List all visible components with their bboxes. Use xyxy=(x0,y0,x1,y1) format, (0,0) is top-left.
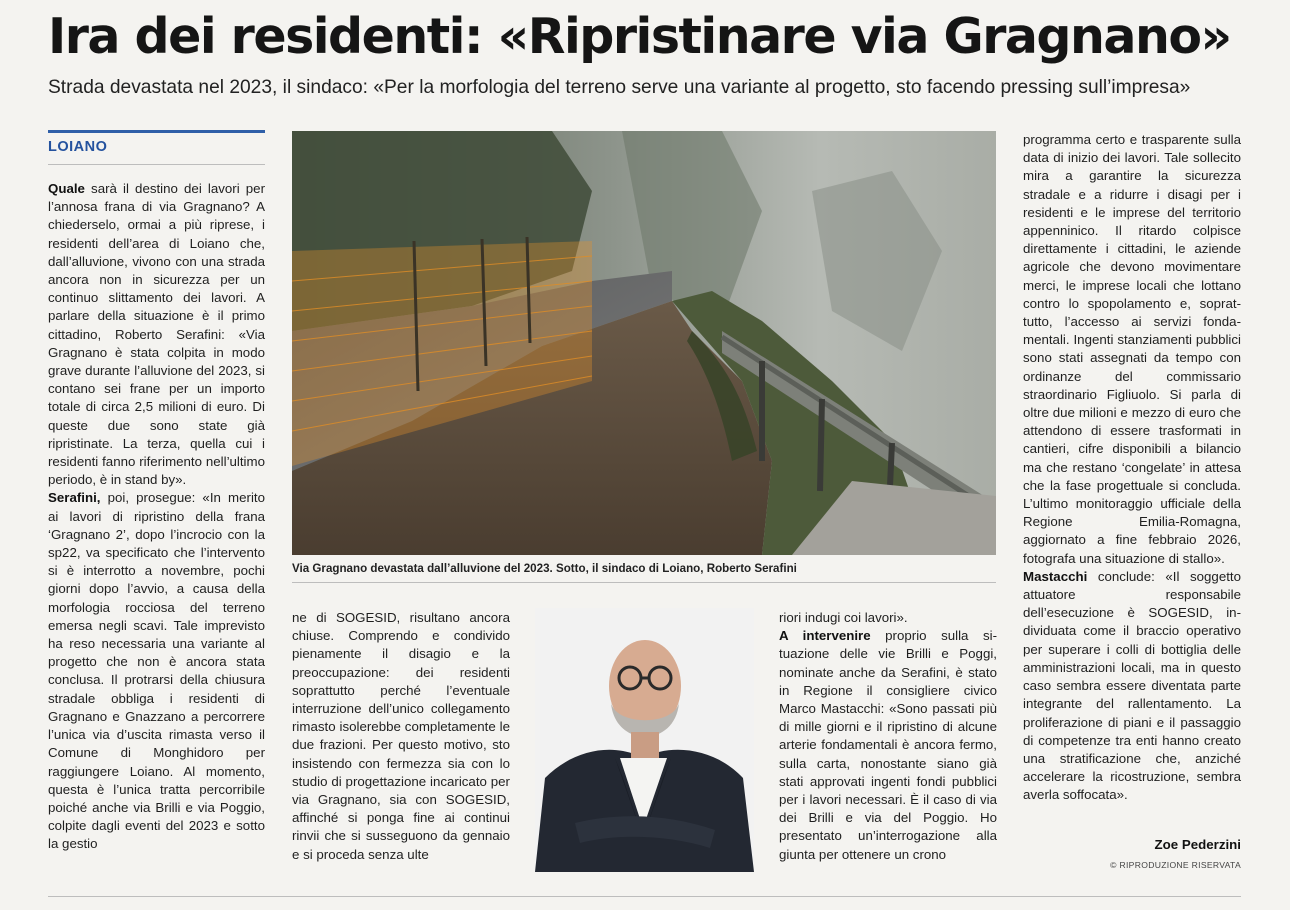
section-rule xyxy=(48,130,265,133)
lead-word: Serafini, xyxy=(48,490,101,506)
paragraph-text: programma certo e trasparente sulla data di inizio dei lavori. Tale sollecito mira a garantire la sicurezza stradale e a ridurre i disagi per i residenti e le imprese del territorio appenninico. Il ritardo colpisce direttamente i cittadini, le aziende agricole che devono movimentare merci, le imprese locali che lottano contro lo spopolamento e, soprattutto, l’accesso ai servizi fondamentali. Ingenti stanziamenti pubblici sono stati assegnati da tempo con ordinanze del commissario straordinario Figliuolo. Si parla di oltre due milioni e mezzo di euro che attendono di essere trasformati in cantieri, cifre disponibili a bilancio ma che restano ‘congelate’ in attesa che la fase progettuale si concluda. L’ultimo monitoraggio ufficiale della Regione Emilia-Romagna, aggiornato a fine febbraio 2026, fotografa una situazione di stallo». xyxy=(1023,132,1241,566)
paragraph xyxy=(48,180,265,489)
bottom-rule xyxy=(48,896,1241,897)
article-column-4 xyxy=(1023,131,1241,805)
copyright-notice: © RIPRODUZIONE RISERVATA xyxy=(1110,860,1241,870)
paragraph-text: riori indugi coi lavori». xyxy=(779,610,908,625)
photo-caption: Via Gragnano devastata dall’alluvione del 2023. Sotto, il sindaco di Loiano, Roberto Serafini xyxy=(292,562,797,575)
paragraph-text: conclude: «Il soggetto attuatore responsabile dell’esecuzione è SOGESID, individuata come il braccio operativo per superare i colli di bottiglia delle amministrazioni locali, ma in questo caso sembra essere diventata parte integrante del rallentamento. La proliferazione di piani e il passaggio di competenze tra enti hanno creato una stratificazione che, anziché accelerare la ricostruzione, sembra averla soffocata». xyxy=(1023,568,1241,803)
lead-word: Mastacchi xyxy=(1023,568,1088,584)
paragraph-text: proprio sulla situazione delle vie Brilli e Poggi, nominate anche da Serafini, è stato in Regione il consigliere civico Marco Mastacchi: «Sono passati più di mille giorni e il ripristino di alcune arterie fondamentali è ancora fermo, sulla carta, nonostante siano già stati approvati ingenti fondi pubblici per i lavori necessari. È il caso di via dei Brilli e via del Poggio. Ho presentato un’interrogazione alla giunta per ottenere un crono xyxy=(779,628,997,862)
paragraph-text: sarà il destino dei lavori per l’annosa frana di via Gragnano? A chiederselo, ormai a più riprese, i residenti dell’area di Loiano che, dall’alluvione, vivono con una strada ancora non in sicurezza per un continuo slittamento dei lavori. A parlare della situazione è il primo cittadino, Roberto Serafini: «Via Gragnano è stata colpita in modo grave durante l’alluvione del 2023, si contano sei frane per un importo totale di circa 2,5 milioni di euro. Di queste due sono state già ripristinate. La terza, quella cui i residenti fanno riferimento nell’ultimo periodo, è in stand by». xyxy=(48,181,265,488)
article-column-1 xyxy=(48,180,265,854)
caption-divider xyxy=(292,582,996,583)
section-label: LOIANO xyxy=(48,139,108,155)
subheadline: Strada devastata nel 2023, il sindaco: «Per la morfologia del terreno serve una variante al progetto, sto facendo pressing sull’impresa» xyxy=(48,77,1191,98)
paragraph xyxy=(48,489,265,853)
paragraph xyxy=(779,627,997,864)
portrait-photo-mayor xyxy=(535,608,754,872)
paragraph-text: poi, prosegue: «In merito ai lavori di ripristino della frana ‘Gragnano 2’, dopo l’incrocio con la sp22, va specificato che l’intervento si è interrotto a novembre, pochi giorni dopo l’avvio, a causa della morfologia rocciosa del terreno emersa negli scavi. Tale imprevisto ha reso necessaria una variante al progetto che non è ancora stata conclusa. Il protrarsi della chiusura stradale obbliga i residenti di Gragnano e Gnazzano a percorrere l’unica via d’uscita rimasta verso il Comune di Monghidoro per raggiungere Loiano. Al momento, questa è l’unica tratta percorribile poiché anche via Brilli e via Poggio, colpite dagli eventi del 2023 e sotto la gestio xyxy=(48,490,265,852)
lead-word: Quale xyxy=(48,181,85,196)
author-byline: Zoe Pederzini xyxy=(1154,837,1241,852)
article-column-2 xyxy=(292,609,510,864)
lead-word: A intervenire xyxy=(779,628,871,644)
paragraph xyxy=(1023,568,1241,805)
section-divider xyxy=(48,164,265,165)
headline: Ira dei residenti: «Ripristinare via Gragnano» xyxy=(48,8,1231,65)
main-photo-landslide xyxy=(292,131,996,555)
paragraph-text: ne di SOGESID, risultano ancora chiuse. Comprendo e condivido pienamente il disagio e la preoccupazione: dei residenti soprattutto perché l’eventuale interruzione dell’unico collegamento rimasto isolerebbe completamente le due frazioni. Per questo motivo, sto insistendo con fermezza sia con lo studio di progettazione incaricato per via Gragnano, sia con SOGESID, affinché si ponga fine ai continui rinvii che si susseguono da gennaio e si proceda senza ulte xyxy=(292,610,510,862)
article-column-3 xyxy=(779,609,997,864)
